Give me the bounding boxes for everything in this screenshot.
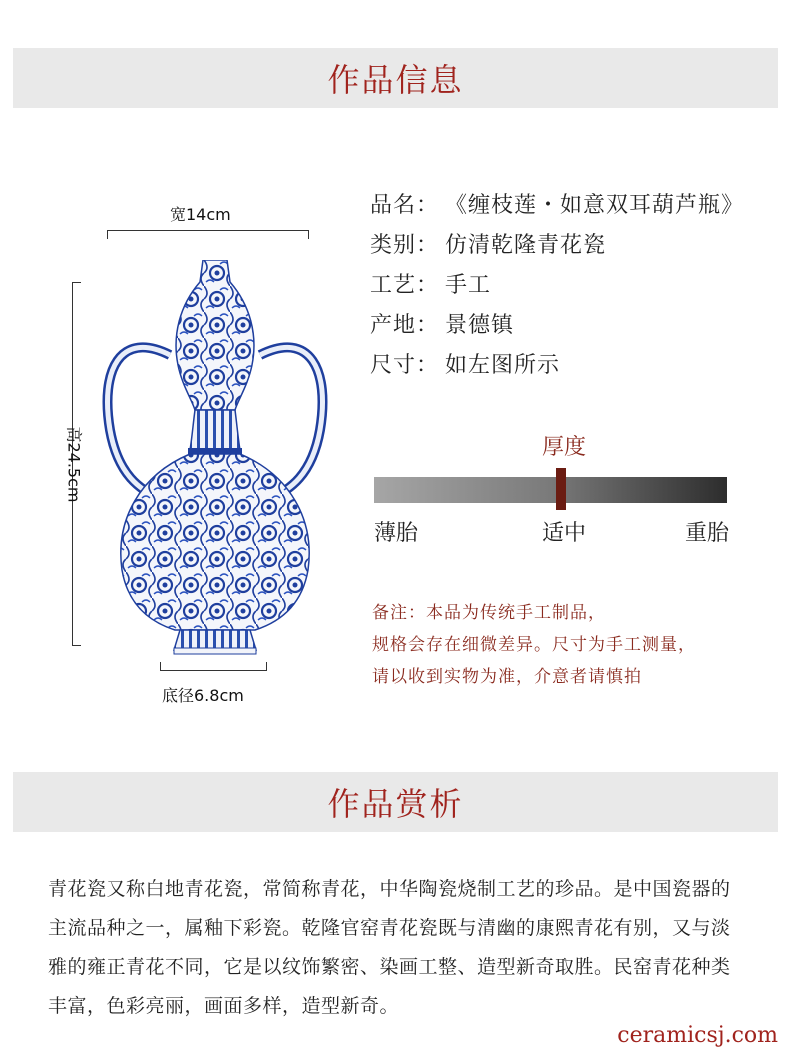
- section-title: 作品赏析: [327, 785, 464, 823]
- thickness-gradient-bar: [374, 477, 727, 503]
- info-key: 类别：: [370, 232, 440, 258]
- section-title: 作品信息: [327, 61, 464, 99]
- base-bracket: [160, 662, 267, 671]
- thickness-label-heavy: 重胎: [684, 521, 729, 546]
- section-banner-info: [13, 48, 778, 108]
- appreciation-text: [48, 870, 748, 1026]
- thickness-label-thin: 薄胎: [374, 521, 419, 546]
- info-key: 工艺：: [370, 272, 440, 298]
- thickness-scale: [374, 430, 729, 550]
- info-value: 仿清乾隆青花瓷: [445, 232, 607, 258]
- remarks: [372, 598, 772, 694]
- info-row-origin: [370, 303, 780, 343]
- remark-line: 规格会存在细微差异。尺寸为手工测量，: [372, 635, 696, 655]
- info-row-size: [370, 343, 780, 383]
- appreciation-paragraph: 青花瓷又称白地青花瓷，常简称青花，中华陶瓷烧制工艺的珍品。是中国瓷器的主流品种之一，属釉下彩瓷。乾隆官窑青花瓷既与清幽的康熙青花有别，又与淡雅的雍正青花不同，它是以纹饰繁密、染画工整、造型新奇取胜。民窑青花种类丰富，色彩亮丽，画面多样，造型新奇。: [48, 878, 731, 1017]
- thickness-marker: [556, 468, 566, 510]
- info-value: 《缠枝莲・如意双耳葫芦瓶》: [445, 192, 745, 218]
- watermark: ceramicsj.com: [617, 1023, 778, 1048]
- info-row-name: [370, 183, 780, 223]
- height-label: 高24.5cm: [64, 426, 84, 503]
- vase-illustration: [100, 260, 330, 660]
- thickness-title: 厚度: [541, 435, 587, 460]
- section-banner-appreciation: [13, 772, 778, 832]
- base-label: 底径6.8cm: [162, 686, 244, 705]
- info-value: 如左图所示: [445, 352, 561, 378]
- vase-product-image: [60, 190, 340, 710]
- info-key: 品名：: [370, 192, 440, 218]
- info-key: 产地：: [370, 312, 440, 338]
- info-row-category: [370, 223, 780, 263]
- info-value: 手工: [445, 272, 492, 298]
- info-value: 景德镇: [445, 312, 515, 338]
- width-label: 宽14cm: [170, 205, 231, 224]
- thickness-label-medium: 适中: [541, 521, 587, 546]
- product-info-list: [370, 183, 780, 383]
- width-bracket: [107, 230, 309, 239]
- info-row-craft: [370, 263, 780, 303]
- remark-line: 请以收到实物为准，介意者请慎拍: [372, 667, 642, 687]
- info-key: 尺寸：: [370, 352, 440, 378]
- remark-line: 备注：本品为传统手工制品，: [372, 603, 606, 623]
